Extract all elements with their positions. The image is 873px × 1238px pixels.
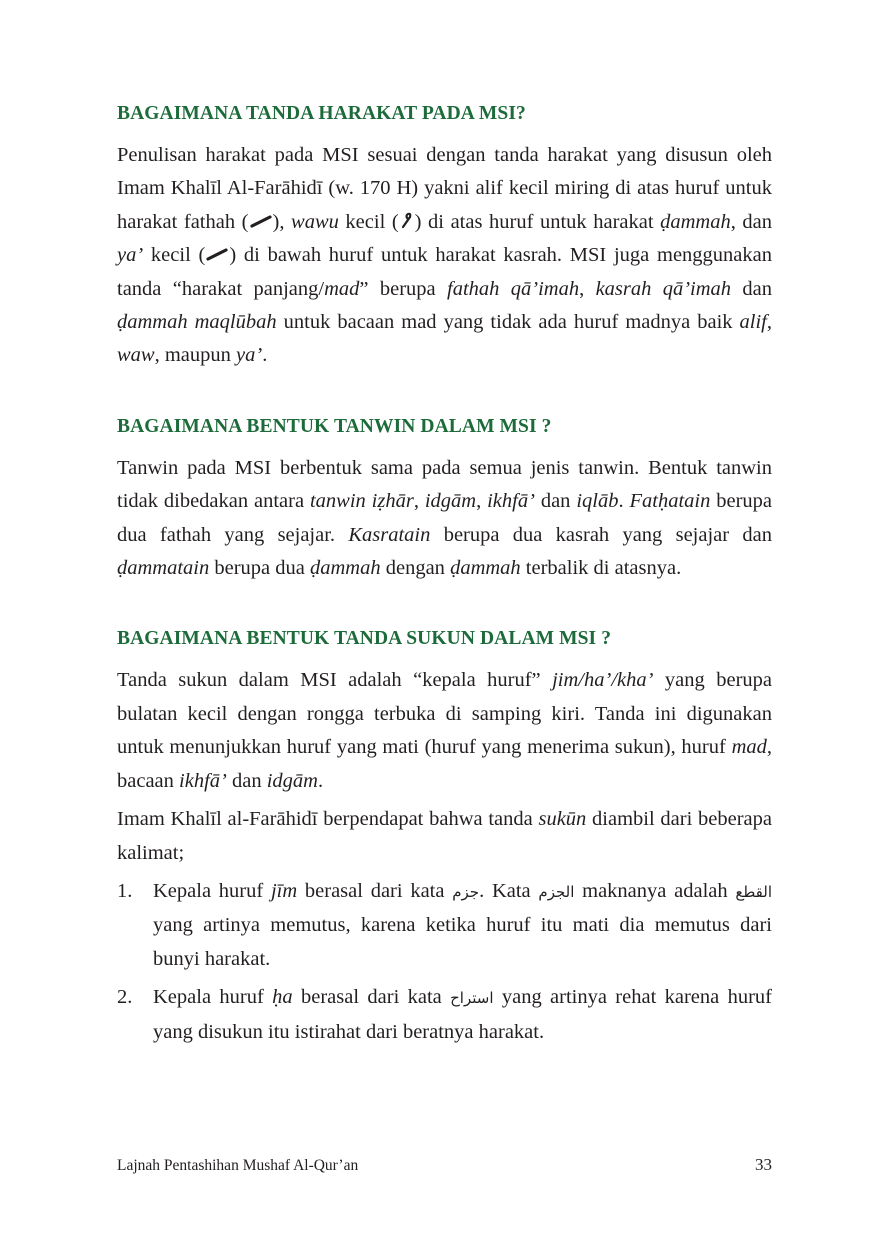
arabic-word: جزم bbox=[452, 882, 480, 901]
kasrah-mark-icon bbox=[205, 244, 229, 264]
section-heading-sukun: BAGAIMANA BENTUK TANDA SUKUN DALAM MSI ? bbox=[117, 628, 612, 650]
paragraph-sukun: Tanda sukun dalam MSI adalah “kepala huruf” jim/ha’/kha’ yang berupa bulatan kecil dengan rongga terbuka di samping kiri. Tanda ini digunakan untuk menunjukkan huruf yang mati (huruf yang menerima sukun), huruf mad, bacaan ikhfā’ dan idgām. bbox=[117, 669, 772, 792]
arabic-word: القطع bbox=[735, 882, 773, 901]
section-heading-tanwin: BAGAIMANA BENTUK TANWIN DALAM MSI ? bbox=[117, 415, 552, 437]
sukun-origin-list bbox=[117, 875, 772, 1049]
fathah-mark-icon bbox=[249, 211, 273, 231]
arabic-word: استراح bbox=[450, 989, 494, 1008]
list-number: 1. bbox=[117, 879, 133, 902]
list-item: 2. Kepala huruf ḥa berasal dari kata استراح yang artinya rehat karena huruf yang disukun itu istirahat dari beratnya harakat. bbox=[117, 981, 772, 1049]
page-footer bbox=[117, 1155, 772, 1175]
page-content bbox=[117, 100, 772, 1049]
list-item: 1. Kepala huruf jīm berasal dari kata جزم. Kata الجزم maknanya adalah القطع yang artinya memutus, karena ketika huruf itu mati dia memutus dari bunyi harakat. bbox=[117, 875, 772, 976]
section-heading-harakat: BAGAIMANA TANDA HARAKAT PADA MSI? bbox=[117, 103, 526, 124]
publisher-name: Lajnah Pentashihan Mushaf Al-Qur’an bbox=[117, 1157, 359, 1174]
paragraph-harakat: Penulisan harakat pada MSI sesuai dengan tanda harakat yang disusun oleh Imam Khalīl Al-Farāhidī (w. 170 H) yakni alif kecil miring di atas huruf untuk harakat fathah ( ), wawu kecil ( ) di atas huruf untuk harakat ḍammah, dan ya’ kecil ( ) di bawah huruf untuk harakat kasrah. MSI juga menggunakan tanda “harakat panjang/mad” berupa fathah qā’imah, kasrah qā’imah dan ḍammah maqlūbah untuk bacaan mad yang tidak ada huruf madnya baik alif, waw, maupun ya’. bbox=[117, 144, 773, 367]
paragraph-khalil: Imam Khalīl al-Farāhidī berpendapat bahwa tanda sukūn diambil dari beberapa kalimat; bbox=[117, 808, 772, 864]
arabic-word: الجزم bbox=[538, 882, 575, 901]
paragraph-tanwin: Tanwin pada MSI berbentuk sama pada semua jenis tanwin. Bentuk tanwin tidak dibedakan antara tanwin iẓhār, idgām, ikhfā’ dan iqlāb. Fatḥatain berupa dua fathah yang sejajar. Kasratain berupa dua kasrah yang sejajar dan ḍammatain berupa dua ḍammah dengan ḍammah terbalik di atasnya. bbox=[117, 456, 773, 580]
page-number: 33 bbox=[755, 1155, 772, 1174]
list-number: 2. bbox=[117, 986, 133, 1009]
dammah-mark-icon bbox=[399, 211, 415, 231]
